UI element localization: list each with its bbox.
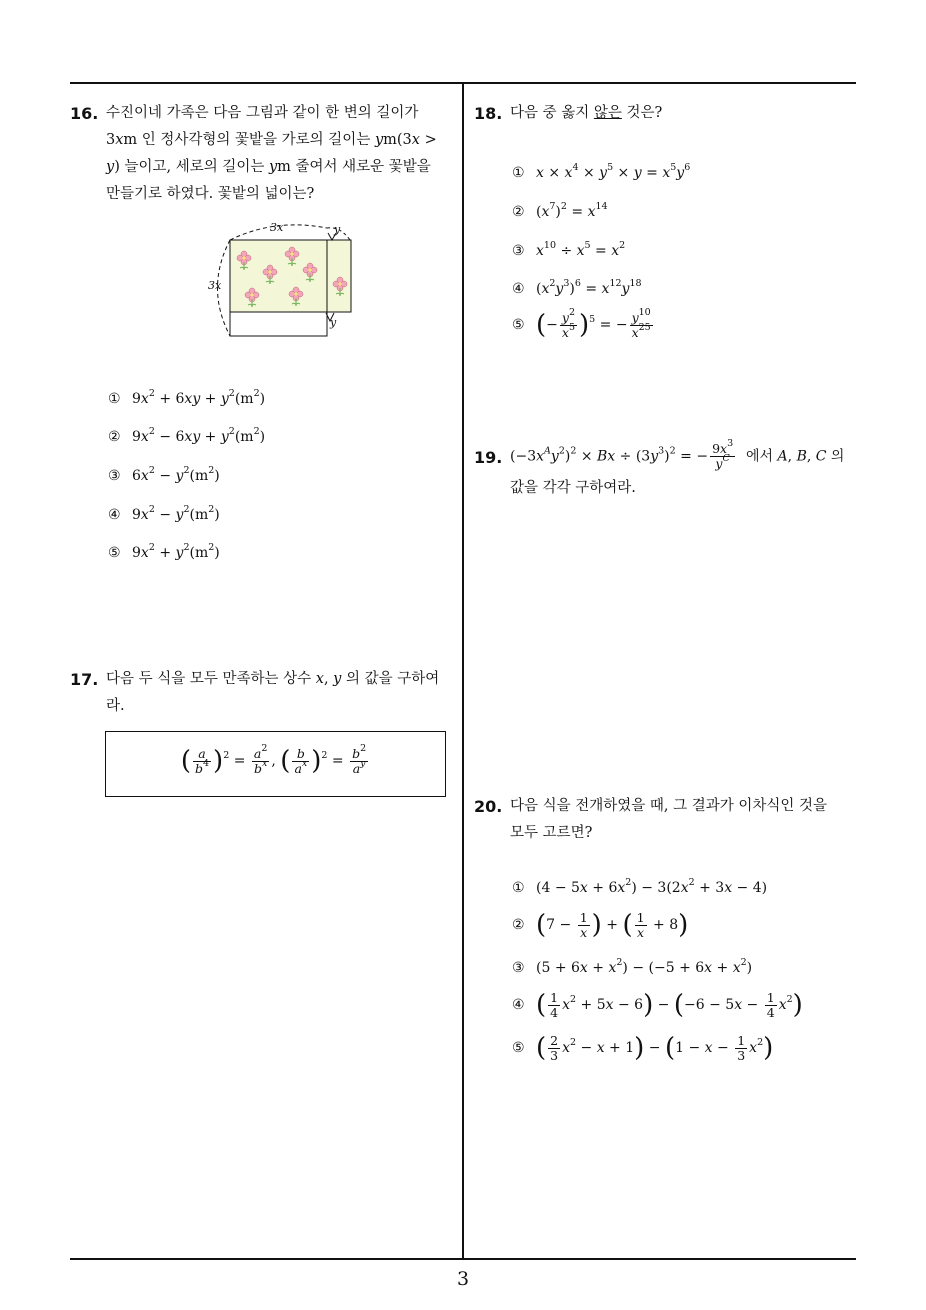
stem-line: 모두 고르면? [510, 825, 593, 841]
question-number: 18. [474, 104, 503, 123]
figure-label-right-top: y [334, 223, 341, 236]
question-number: 20. [474, 797, 503, 816]
question-number: 17. [70, 670, 99, 689]
formula: ( $\frac{a}{b^4}$ )$^2$ = $\frac{a^2}{b^x}$ , ( $\frac{b}{a^x}$ )$^2$ = $\frac{b^2}{a^y}$ [180, 742, 367, 776]
stem-line: 3xm 인 정사각형의 꽃밭을 가로의 길이는 ym(3x > [106, 132, 437, 148]
choice-2[interactable]: ② $(x^7)^2 = x^{14}$ [512, 201, 608, 220]
figure-label-right-bottom: y [330, 316, 337, 329]
choice-3[interactable]: ③ $x^{10} \div x^5 = x^2$ [512, 240, 626, 259]
question-stem: 다음 중 옳지 않은 것은? [510, 105, 663, 121]
choice-1[interactable]: ① $x \times x^4 \times y^5 \times y = x^5y^6$ [512, 162, 691, 181]
stem-line: y) 늘이고, 세로의 길이는 ym 줄여서 새로운 꽃밭을 [106, 159, 431, 175]
stem-line: 만들기로 하였다. 꽃밭의 넓이는? [106, 186, 315, 202]
choice-1[interactable]: ① $(4 - 5x + 6x^2) - 3(2x^2 + 3x - 4)$ [512, 877, 768, 896]
figure-label-side: 3x [208, 279, 222, 292]
column-divider [462, 82, 464, 1260]
choice-3[interactable]: ③ $(5 + 6x + x^2) - (-5 + 6x + x^2)$ [512, 957, 753, 976]
stem-line: 수진이네 가족은 다음 그림과 같이 한 변의 길이가 [106, 105, 419, 121]
figure-label-top: 3x [270, 221, 284, 234]
choice-4[interactable]: ④ $(x^2y^3)^6 = x^{12}y^{18}$ [512, 278, 642, 297]
question-stem [106, 666, 458, 720]
question-stem [106, 100, 458, 208]
page-number: 3 [456, 1268, 470, 1290]
choice-5[interactable]: ⑤ (− $\frac{y^2}{x^5}$ )$^5$ = − $\frac{y^{10}}{x^{25}}$ [512, 306, 651, 340]
choice-1[interactable]: ① $9x^2 + 6xy + y^2(m^2)$ [108, 388, 266, 407]
question-stem [510, 438, 860, 502]
choice-3[interactable]: ③ $6x^2 - y^2(m^2)$ [108, 465, 220, 484]
stem-line: 값을 각각 구하여라. [510, 480, 636, 496]
formula-box [105, 731, 446, 797]
question-number: 19. [474, 448, 503, 467]
underlined-word: 않은 [593, 105, 622, 121]
question-number: 16. [70, 104, 99, 123]
stem-line: 다음 식을 전개하였을 때, 그 결과가 이차식인 것을 [510, 798, 828, 814]
question-stem [510, 793, 858, 847]
flowerbed-figure [200, 218, 370, 343]
choice-2[interactable]: ② $9x^2 - 6xy + y^2(m^2)$ [108, 426, 266, 445]
stem-line: 다음 두 식을 모두 만족하는 상수 x, y 의 값을 구하여 [106, 671, 440, 687]
choice-4[interactable]: ④ $9x^2 - y^2(m^2)$ [108, 504, 220, 523]
choice-5[interactable]: ⑤ $9x^2 + y^2(m^2)$ [108, 542, 220, 561]
choice-4[interactable]: ④ ( $\frac{1}{4}$ $x^2 + 5x - 6) - (-6 - 5x$ − $\frac{1}{4}$ $x^2$) [512, 989, 803, 1020]
stem-line: $(-3x^Ay^2)^2 \times Bx \div (3y^3)^2$ = − $\frac{9x^3}{y^C}$ 에서 A, B, C 의 [510, 438, 845, 471]
choice-2[interactable]: ② (7 − $\frac{1}{x}$ ) + ( $\frac{1}{x}$ + 8) [512, 909, 689, 940]
choice-5[interactable]: ⑤ ( $\frac{2}{3}$ $x^2 - x + 1) - (1 - x$ − $\frac{1}{3}$ $x^2$) [512, 1032, 774, 1063]
stem-line: 라. [106, 698, 125, 714]
